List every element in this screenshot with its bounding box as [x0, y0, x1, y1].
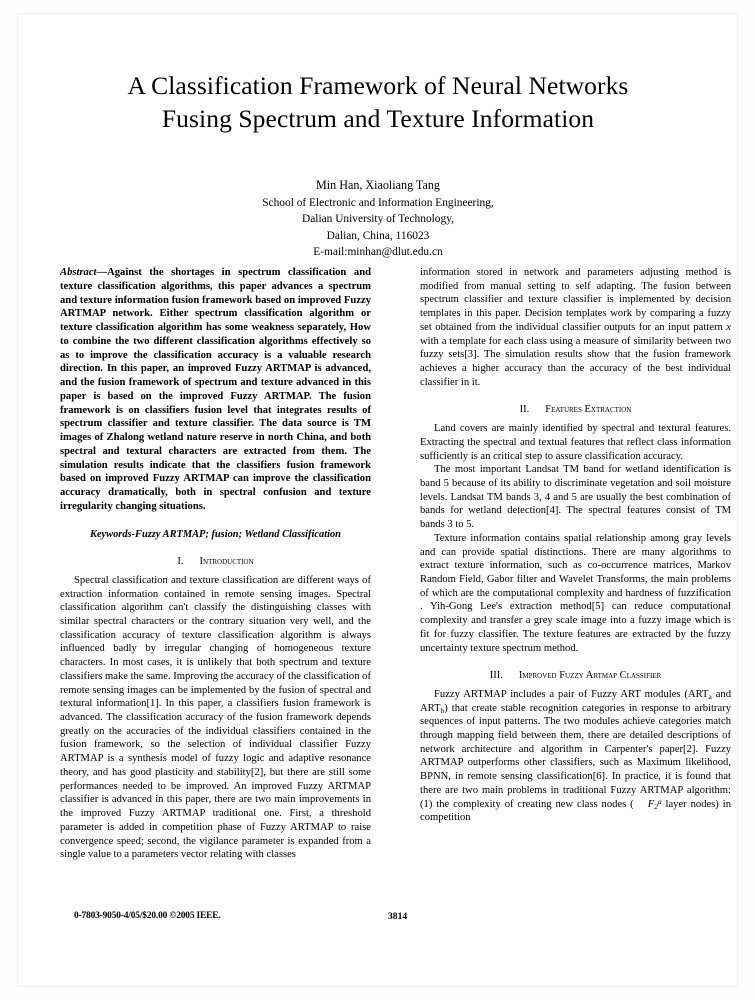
- title-block: [58, 70, 698, 135]
- section-heading-features-extraction: [420, 403, 731, 417]
- section-title: Features Extraction: [545, 404, 632, 416]
- section-numeral: III.: [489, 670, 503, 682]
- section-numeral: I.: [177, 556, 184, 568]
- intro-paragraph-1: Spectral classification and texture classification are different ways of extraction information contained in remote sensing images. Spectral classification algorithm can't classify the distinguishing classes with similar spectral characters or the contrary situation very well, and the classification accuracy of texture classification algorithm is always influenced badly by irregular changing of homogeneous texture characters. In most cases, it is unlikely that both spectrum and texture classifiers make the same. Improving the accuracy of the classification of remote sensing images can be implemented by the fusion of spectral and textural information[1]. In this paper, a classifiers fusion framework is advanced. The classification accuracy of the fusion framework depends greatly on the accuracies of the individual classifiers contained in the fusion framework, so the selection of individual classifier Fuzzy ARTMAP is a synthesis model of fuzzy logic and adaptive resonance theory, and has good plasticity and stability[2], but there are still some performances needed to be improved. An improved Fuzzy ARTMAP classifier is advanced in this paper, there are two main improvements in the improved Fuzzy ARTMAP traditional one. First, a threshold parameter is added in competition phase of Fuzzy ARTMAP to raise convergence speed; second, the vigilance parameter is expanded from a single value to a parameters vector relating with classes: [60, 574, 371, 861]
- author-names: Min Han, Xiaoliang Tang: [316, 178, 440, 192]
- intro-continued-paragraph: [420, 266, 731, 389]
- classifier-paragraph-1: [420, 688, 731, 825]
- variable-x: x: [726, 321, 731, 333]
- formula-subscript: 2: [654, 801, 658, 811]
- title-line-2: Fusing Spectrum and Texture Information: [161, 103, 595, 133]
- formula-base: F: [647, 798, 655, 810]
- art-subscript-b: b: [440, 705, 445, 715]
- section-heading-improved-fuzzy-artmap-classifier: [420, 669, 731, 683]
- section-numeral: II.: [519, 404, 530, 416]
- footer-page-number: 3814: [388, 911, 408, 922]
- classifier-text-d: layer nodes) in competition: [420, 798, 731, 824]
- section-title: Improved Fuzzy Artmap Classifier: [518, 670, 662, 682]
- affiliation-line-1: School of Electronic and Information Engineering,: [262, 196, 494, 209]
- section-heading-introduction: [60, 555, 371, 569]
- title-line-1: A Classification Framework of Neural Networks: [127, 71, 629, 100]
- classifier-text-c: ) that create stable recognition categories in response to arbitrary sequences of input patterns. The two modules achieve categories match through mapping field between them, there are detailed descriptions of network architecture and algorithm in Carpenter's paper[2]. Fuzzy ARTMAP outperforms other classifiers, such as Maximum likelihood, BPNN, in remote sensing classification[6]. In practice, it is found that there are two main problems in traditional Fuzzy ARTMAP algorithm: (1) the complexity of creating new class nodes (: [420, 702, 731, 810]
- footer-copyright: 0-7803-9050-4/05/$20.00 ©2005 IEEE.: [74, 911, 221, 921]
- classifier-text-a: Fuzzy ARTMAP includes a pair of Fuzzy ART modules (ART: [434, 688, 709, 700]
- author-block: [58, 177, 698, 261]
- features-paragraph-3: Texture information contains spatial relationship among gray levels and can provide spatial distinctions. There are many algorithms to extract texture information, such as co-occurrence matrices, Markov Random Field, Gabor filter and Wavelet Transforms, the main problems of which are the computational complexity and hardness of fuzzification . Yih-Gong Lee's extraction method[5] can reduce computational complexity and transfer a grey scale image into a fuzzy image which is fit for fuzzy classifier. The texture features are extracted by the fuzzy uncertainty texture spectrum method.: [420, 532, 731, 654]
- formula-f2a: [634, 798, 662, 812]
- section-title: Introduction: [199, 556, 254, 568]
- left-column: [60, 266, 371, 862]
- page-title: [58, 70, 698, 135]
- intro-continued-text-b: with a template for each class using a measure of similarity between two fuzzy sets[3]. The simulation results show that the fusion framework achieves a higher accuracy than the accuracy of the best individual classifier in it.: [420, 335, 731, 388]
- features-paragraph-1: Land covers are mainly identified by spectral and textural features. Extracting the spectral and textual features that reflect class information sufficiently is an critical step to assure classification accuracy.: [420, 423, 731, 462]
- features-paragraph-2: The most important Landsat TM band for wetland identification is band 5 because of its ability to discriminate vegetation and soil moisture levels. Landsat TM bands 3, 4 and 5 are usually the best combination of bands for wetland detection[4]. The spectral features consist of TM bands 3 to 5.: [420, 464, 731, 531]
- art-subscript-a: a: [708, 691, 712, 701]
- formula-superscript: a: [657, 796, 662, 806]
- abstract-paragraph: [60, 266, 371, 514]
- abstract-text: Against the shortages in spectrum classification and texture classification algorithms, this paper advances a spectrum and texture information fusion framework based on improved Fuzzy ARTMAP network. Either spectrum classification algorithm or texture classification algorithm has some weakness separately, How to combine the two different classification algorithms effectively so as to improve the classification accuracy is a valuable research direction. In this paper, an improved Fuzzy ARTMAP is advanced, and the fusion framework of spectrum and texture advanced in this paper is based on the improved Fuzzy ARTMAP. The fusion framework is on classifiers fusion level that integrates results of spectrum classifier and texture classifier. The data source is TM images of Zhalong wetland nature reserve in north China, and both spectral and textural characters are extracted from them. The simulation results indicate that the classifiers fusion framework based on improved Fuzzy ARTMAP can improve the classification accuracy dramatically, both in spectral confusion and texture irregularity changing situations.: [60, 267, 371, 513]
- classifier-text-b: and ART: [420, 688, 731, 714]
- abstract-label: Abstract—: [60, 267, 108, 278]
- keywords-line: Keywords-Fuzzy ARTMAP; fusion; Wetland Classification: [90, 528, 341, 540]
- email-address: E-mail:minhan@dlut.edu.cn: [313, 246, 443, 259]
- affiliation-line-2: Dalian University of Technology,: [302, 213, 454, 226]
- paper-sheet: [18, 14, 737, 986]
- affiliation-line-3: Dalian, China, 116023: [326, 229, 430, 242]
- right-column: [420, 266, 731, 825]
- intro-continued-text-a: information stored in network and parameters adjusting method is modified from manual setting to self adapting. The fusion between spectrum classifier and texture classifier is implemented by decision templates in this paper. Decision templates work by comparing a fuzzy set obtained from the individual classifier outputs for an input pattern: [420, 267, 731, 333]
